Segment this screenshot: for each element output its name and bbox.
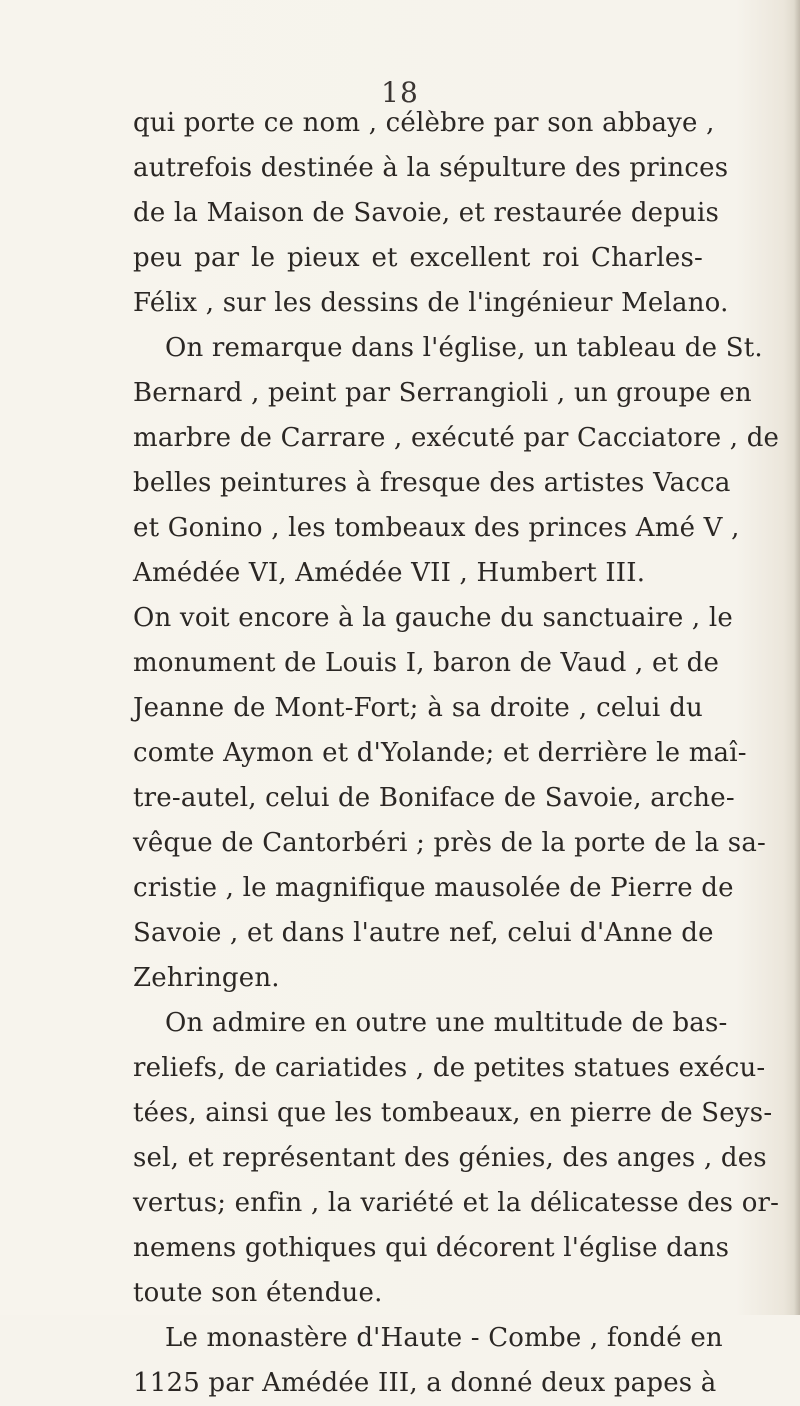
text-line: peu par le pieux et excellent roi Charles-	[133, 243, 703, 273]
text-line: de la Maison de Savoie, et restaurée depuis	[133, 198, 720, 228]
text-line: Savoie , et dans l'autre nef, celui d'Anne de	[133, 918, 714, 948]
text-line: On remarque dans l'église, un tableau de St.	[165, 333, 763, 363]
text-line: On voit encore à la gauche du sanctuaire , le	[133, 603, 733, 633]
text-line: marbre de Carrare , exécuté par Cacciatore , de	[133, 423, 780, 453]
text-line: monument de Louis I, baron de Vaud , et de	[133, 648, 720, 678]
text-line: 1125 par Amédée III, a donné deux papes à	[133, 1368, 717, 1398]
text-line: tées, ainsi que les tombeaux, en pierre de Seys-	[133, 1098, 773, 1128]
text-line: Amédée VI, Amédée VII , Humbert III.	[133, 558, 646, 588]
text-line: Zehringen.	[133, 963, 280, 993]
page-number: 18	[381, 76, 419, 109]
text-line: vertus; enfin , la variété et la délicatesse des or-	[133, 1188, 780, 1218]
text-line: Jeanne de Mont-Fort; à sa droite , celui du	[133, 693, 703, 723]
text-line: belles peintures à fresque des artistes Vacca	[133, 468, 731, 498]
text-line: qui porte ce nom , célèbre par son abbaye ,	[133, 108, 715, 138]
text-line: Le monastère d'Haute - Combe , fondé en	[165, 1323, 723, 1353]
text-line: Bernard , peint par Serrangioli , un groupe en	[133, 378, 752, 408]
text-line: On admire en outre une multitude de bas-	[165, 1008, 728, 1038]
text-line: Félix , sur les dessins de l'ingénieur Melano.	[133, 288, 729, 318]
text-line: autrefois destinée à la sépulture des princes	[133, 153, 729, 183]
body-text	[133, 101, 780, 1406]
text-line: vêque de Cantorbéri ; près de la porte de la sa-	[133, 828, 767, 858]
text-line: reliefs, de cariatides , de petites statues exécu-	[133, 1053, 766, 1083]
page-edge-shadow	[794, 0, 800, 1315]
text-line: tre-autel, celui de Boniface de Savoie, arche-	[133, 783, 735, 813]
text-line: et Gonino , les tombeaux des princes Amé V ,	[133, 513, 740, 543]
text-line: cristie , le magnifique mausolée de Pierre de	[133, 873, 734, 903]
text-line: toute son étendue.	[133, 1278, 383, 1308]
text-line: sel, et représentant des génies, des anges , des	[133, 1143, 767, 1173]
text-line: nemens gothiques qui décorent l'église dans	[133, 1233, 730, 1263]
text-line: comte Aymon et d'Yolande; et derrière le maî-	[133, 738, 747, 768]
